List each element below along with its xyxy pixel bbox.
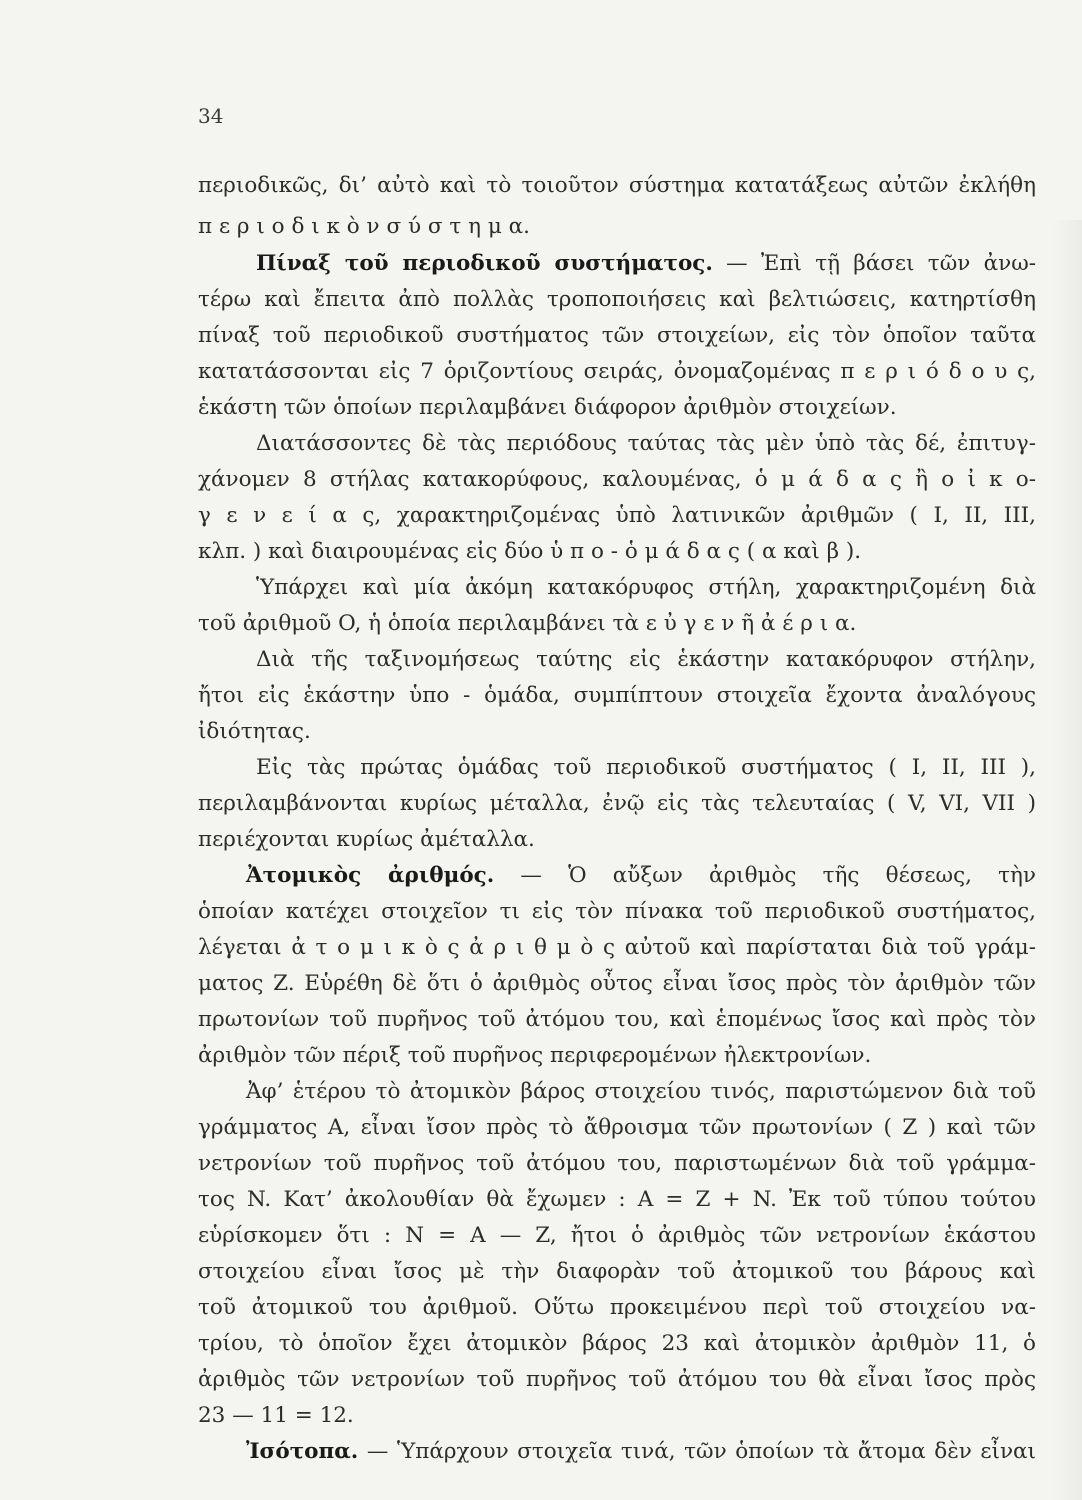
page-number: 34 xyxy=(198,104,224,128)
text-line: Εἰς τὰς πρώτας ὁμάδας τοῦ περιοδικοῦ συστήματος ( I, II, III ), xyxy=(256,755,1036,780)
text-line: τος N. Κατ’ ἀκολουθίαν θὰ ἔχωμεν : A = Z + N. Ἐκ τοῦ τύπου τούτου xyxy=(198,1187,1036,1212)
text-line: γ ε ν ε ί α ς, χαρακτηριζομένας ὑπὸ λατινικῶν ἀριθμῶν ( I, II, III, xyxy=(198,503,1036,528)
text-line: Ὑπάρχει καὶ μία ἀκόμη κατακόρυφος στήλη, χαρακτηριζομένη διὰ xyxy=(256,575,1036,600)
text-line: τέρω καὶ ἔπειτα ἀπὸ πολλὰς τροποποιήσεις καὶ βελτιώσεις, κατηρτίσθη xyxy=(198,287,1036,312)
text-line: π ε ρ ι ο δ ι κ ὸ ν σ ύ σ τ η μ α. xyxy=(198,214,530,239)
section-heading: Ἰσότοπα. xyxy=(246,1439,359,1464)
line-text: — Ὁ αὔξων ἀριθμὸς τῆς θέσεως, τὴν xyxy=(494,863,1036,888)
text-line: περιοδικῶς, δι’ αὐτὸ καὶ τὸ τοιοῦτον σύστημα κατατάξεως αὐτῶν ἐκλήθη xyxy=(198,173,1036,198)
text-line: Διὰ τῆς ταξινομήσεως ταύτης εἰς ἑκάστην κατακόρυφον στήλην, xyxy=(256,647,1036,672)
text-line: ἀριθμὸς τῶν νετρονίων τοῦ πυρῆνος τοῦ ἀτόμου του θὰ εἶναι ἴσος πρὸς xyxy=(198,1367,1036,1392)
section-heading: Πίναξ τοῦ περιοδικοῦ συστήματος. xyxy=(256,251,713,276)
text-line: πίναξ τοῦ περιοδικοῦ συστήματος τῶν στοιχείων, εἰς τὸν ὁποῖον ταῦτα xyxy=(198,323,1036,348)
text-line: χάνομεν 8 στήλας κατακορύφους, καλουμένας, ὁ μ ά δ α ς ἢ ο ἰ κ ο- xyxy=(198,467,1036,492)
section-heading: Ἀτομικὸς ἀριθμός. xyxy=(246,863,495,888)
text-line: Ἀφ’ ἑτέρου τὸ ἀτομικὸν βάρος στοιχείου τινός, παριστώμενον διὰ τοῦ xyxy=(246,1079,1036,1104)
text-line: κλπ. ) καὶ διαιρουμένας εἰς δύο ὑ π ο - ὁ μ ά δ α ς ( α καὶ β ). xyxy=(198,539,862,564)
text-line: ματος Z. Εὑρέθη δὲ ὅτι ὁ ἀριθμὸς οὗτος εἶναι ἴσος πρὸς τὸν ἀριθμὸν τῶν xyxy=(198,971,1036,996)
text-line: ἤτοι εἰς ἑκάστην ὑπο - ὁμάδα, συμπίπτουν στοιχεῖα ἔχοντα ἀναλόγους xyxy=(198,683,1036,708)
text-line: κατατάσσονται εἰς 7 ὁριζοντίους σειράς, ὀνομαζομένας π ε ρ ι ό δ ο υ ς, xyxy=(198,359,1036,384)
text-line: γράμματος A, εἶναι ἴσον πρὸς τὸ ἄθροισμα τῶν πρωτονίων ( Z ) καὶ τῶν xyxy=(198,1115,1036,1140)
text-line: πρωτονίων τοῦ πυρῆνος τοῦ ἀτόμου του, καὶ ἑπομένως ἴσος καὶ πρὸς τὸν xyxy=(198,1007,1036,1032)
text-line: στοιχείου εἶναι ἴσος μὲ τὴν διαφορὰν τοῦ ἀτομικοῦ του βάρους καὶ xyxy=(198,1259,1036,1284)
text-line: εὑρίσκομεν ὅτι : N = A — Z, ἤτοι ὁ ἀριθμὸς τῶν νετρονίων ἑκάστου xyxy=(198,1223,1036,1248)
line-text: — Ὑπάρχουν στοιχεῖα τινά, τῶν ὁποίων τὰ ἄτομα δὲν εἶναι xyxy=(358,1439,1036,1464)
text-line: περιλαμβάνονται κυρίως μέταλλα, ἐνῷ εἰς τὰς τελευταίας ( V, VI, VII ) xyxy=(198,791,1036,816)
text-line: ἀριθμὸν τῶν πέριξ τοῦ πυρῆνος περιφερομένων ἠλεκτρονίων. xyxy=(198,1043,872,1068)
text-line: τρίου, τὸ ὁποῖον ἔχει ἀτομικὸν βάρος 23 καὶ ἀτομικὸν ἀριθμὸν 11, ὁ xyxy=(198,1331,1036,1356)
text-line xyxy=(246,858,1036,894)
text-line xyxy=(256,246,1036,282)
text-line: νετρονίων τοῦ πυρῆνος τοῦ ἀτόμου του, παριστωμένων διὰ τοῦ γράμμα- xyxy=(198,1151,1036,1176)
text-line xyxy=(246,1434,1036,1470)
text-line: περιέχονται κυρίως ἀμέταλλα. xyxy=(198,827,535,852)
text-line: ἑκάστη τῶν ὁποίων περιλαμβάνει διάφορον ἀριθμὸν στοιχείων. xyxy=(198,395,897,420)
page-edge-shadow xyxy=(1052,220,1082,1500)
text-line: Διατάσσοντες δὲ τὰς περιόδους ταύτας τὰς μὲν ὑπὸ τὰς δέ, ἐπιτυγ- xyxy=(256,431,1036,456)
line-text: — Ἐπὶ τῇ βάσει τῶν ἀνω- xyxy=(712,251,1036,276)
text-line: τοῦ ἀτομικοῦ του ἀριθμοῦ. Οὕτω προκειμένου περὶ τοῦ στοιχείου να- xyxy=(198,1295,1036,1320)
text-line: ὁποίαν κατέχει στοιχεῖον τι εἰς τὸν πίνακα τοῦ περιοδικοῦ συστήματος, xyxy=(198,899,1036,924)
text-line: τοῦ ἀριθμοῦ O, ἡ ὁποία περιλαμβάνει τὰ ε ὐ γ ε ν ῆ ἀ έ ρ ι α. xyxy=(198,611,857,636)
text-line: λέγεται ἀ τ ο μ ι κ ὸ ς ἀ ρ ι θ μ ὸ ς αὐτοῦ καὶ παρίσταται διὰ τοῦ γράμ- xyxy=(198,935,1036,960)
text-line: ἰδιότητας. xyxy=(198,719,311,744)
text-line: 23 — 11 = 12. xyxy=(198,1403,354,1428)
